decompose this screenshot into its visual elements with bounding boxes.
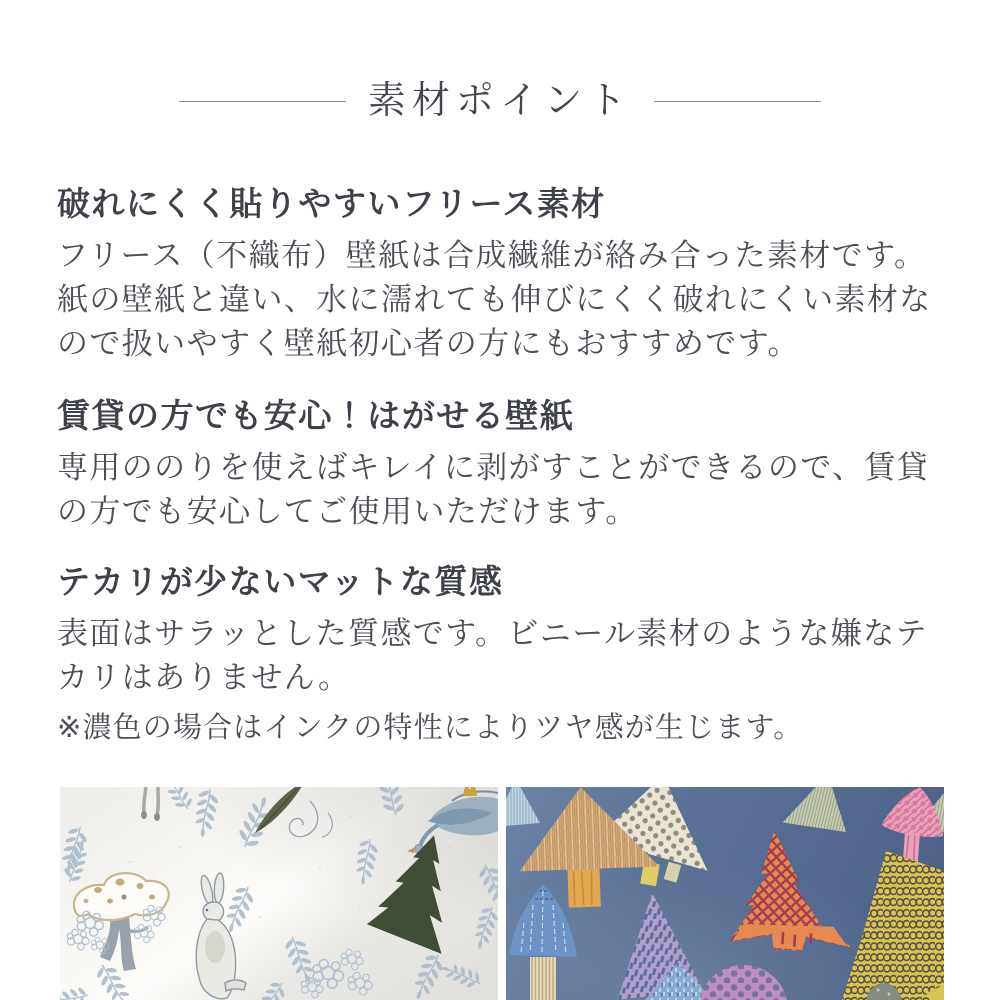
body-line: フリース（不織布）壁紙は合成繊維が絡み合った素材です。 <box>57 238 927 273</box>
page-title: 素材ポイント <box>367 80 633 122</box>
section-fleece-material <box>57 184 947 366</box>
body-line: カリはありません。 <box>57 660 351 695</box>
section-heading: 破れにくく貼りやすいフリース素材 <box>57 185 606 222</box>
colorful-trees-wallpaper-illustration <box>506 787 944 1000</box>
section-body <box>57 446 947 534</box>
wallpaper-sample-photo-forest-animals <box>60 787 498 1000</box>
body-line: ので扱いやすく壁紙初心者の方にもおすすめです。 <box>57 326 800 361</box>
ink-gloss-note: ※濃色の場合はインクの特性によりツヤ感が生じます。 <box>57 712 804 744</box>
hoof <box>154 813 160 821</box>
body-line: の方でも安心してご使用いただけます。 <box>57 494 638 529</box>
section-body <box>57 234 947 366</box>
section-removable-wallpaper <box>57 396 947 534</box>
rabbit-chest <box>205 931 225 963</box>
section-matte-texture <box>57 562 947 700</box>
hoof <box>141 811 147 819</box>
rabbit-eye <box>206 909 209 912</box>
section-heading: 賃貸の方でも安心！はがせる壁紙 <box>57 397 575 434</box>
body-line: 専用ののりを使えばキレイに剥がすことができるので、賃貸 <box>57 450 930 485</box>
gray-mushroom-dot <box>888 993 891 996</box>
wallpaper-sample-photo-colorful-trees <box>506 787 944 1000</box>
body-line: 表面はサラッとした質感です。ビニール素材のような嫌なテ <box>57 616 928 651</box>
title-block <box>0 80 1000 124</box>
forest-animals-wallpaper-illustration <box>60 787 498 1000</box>
section-heading: テカリが少ないマットな質感 <box>57 563 504 600</box>
title-divider-right <box>654 101 821 102</box>
tiny-bird <box>122 895 127 900</box>
body-line: 紙の壁紙と違い、水に濡れても伸びにくく破れにくい素材な <box>57 282 932 317</box>
title-divider-left <box>179 101 346 102</box>
section-body <box>57 612 947 700</box>
gray-mushroom-dot <box>877 989 880 992</box>
